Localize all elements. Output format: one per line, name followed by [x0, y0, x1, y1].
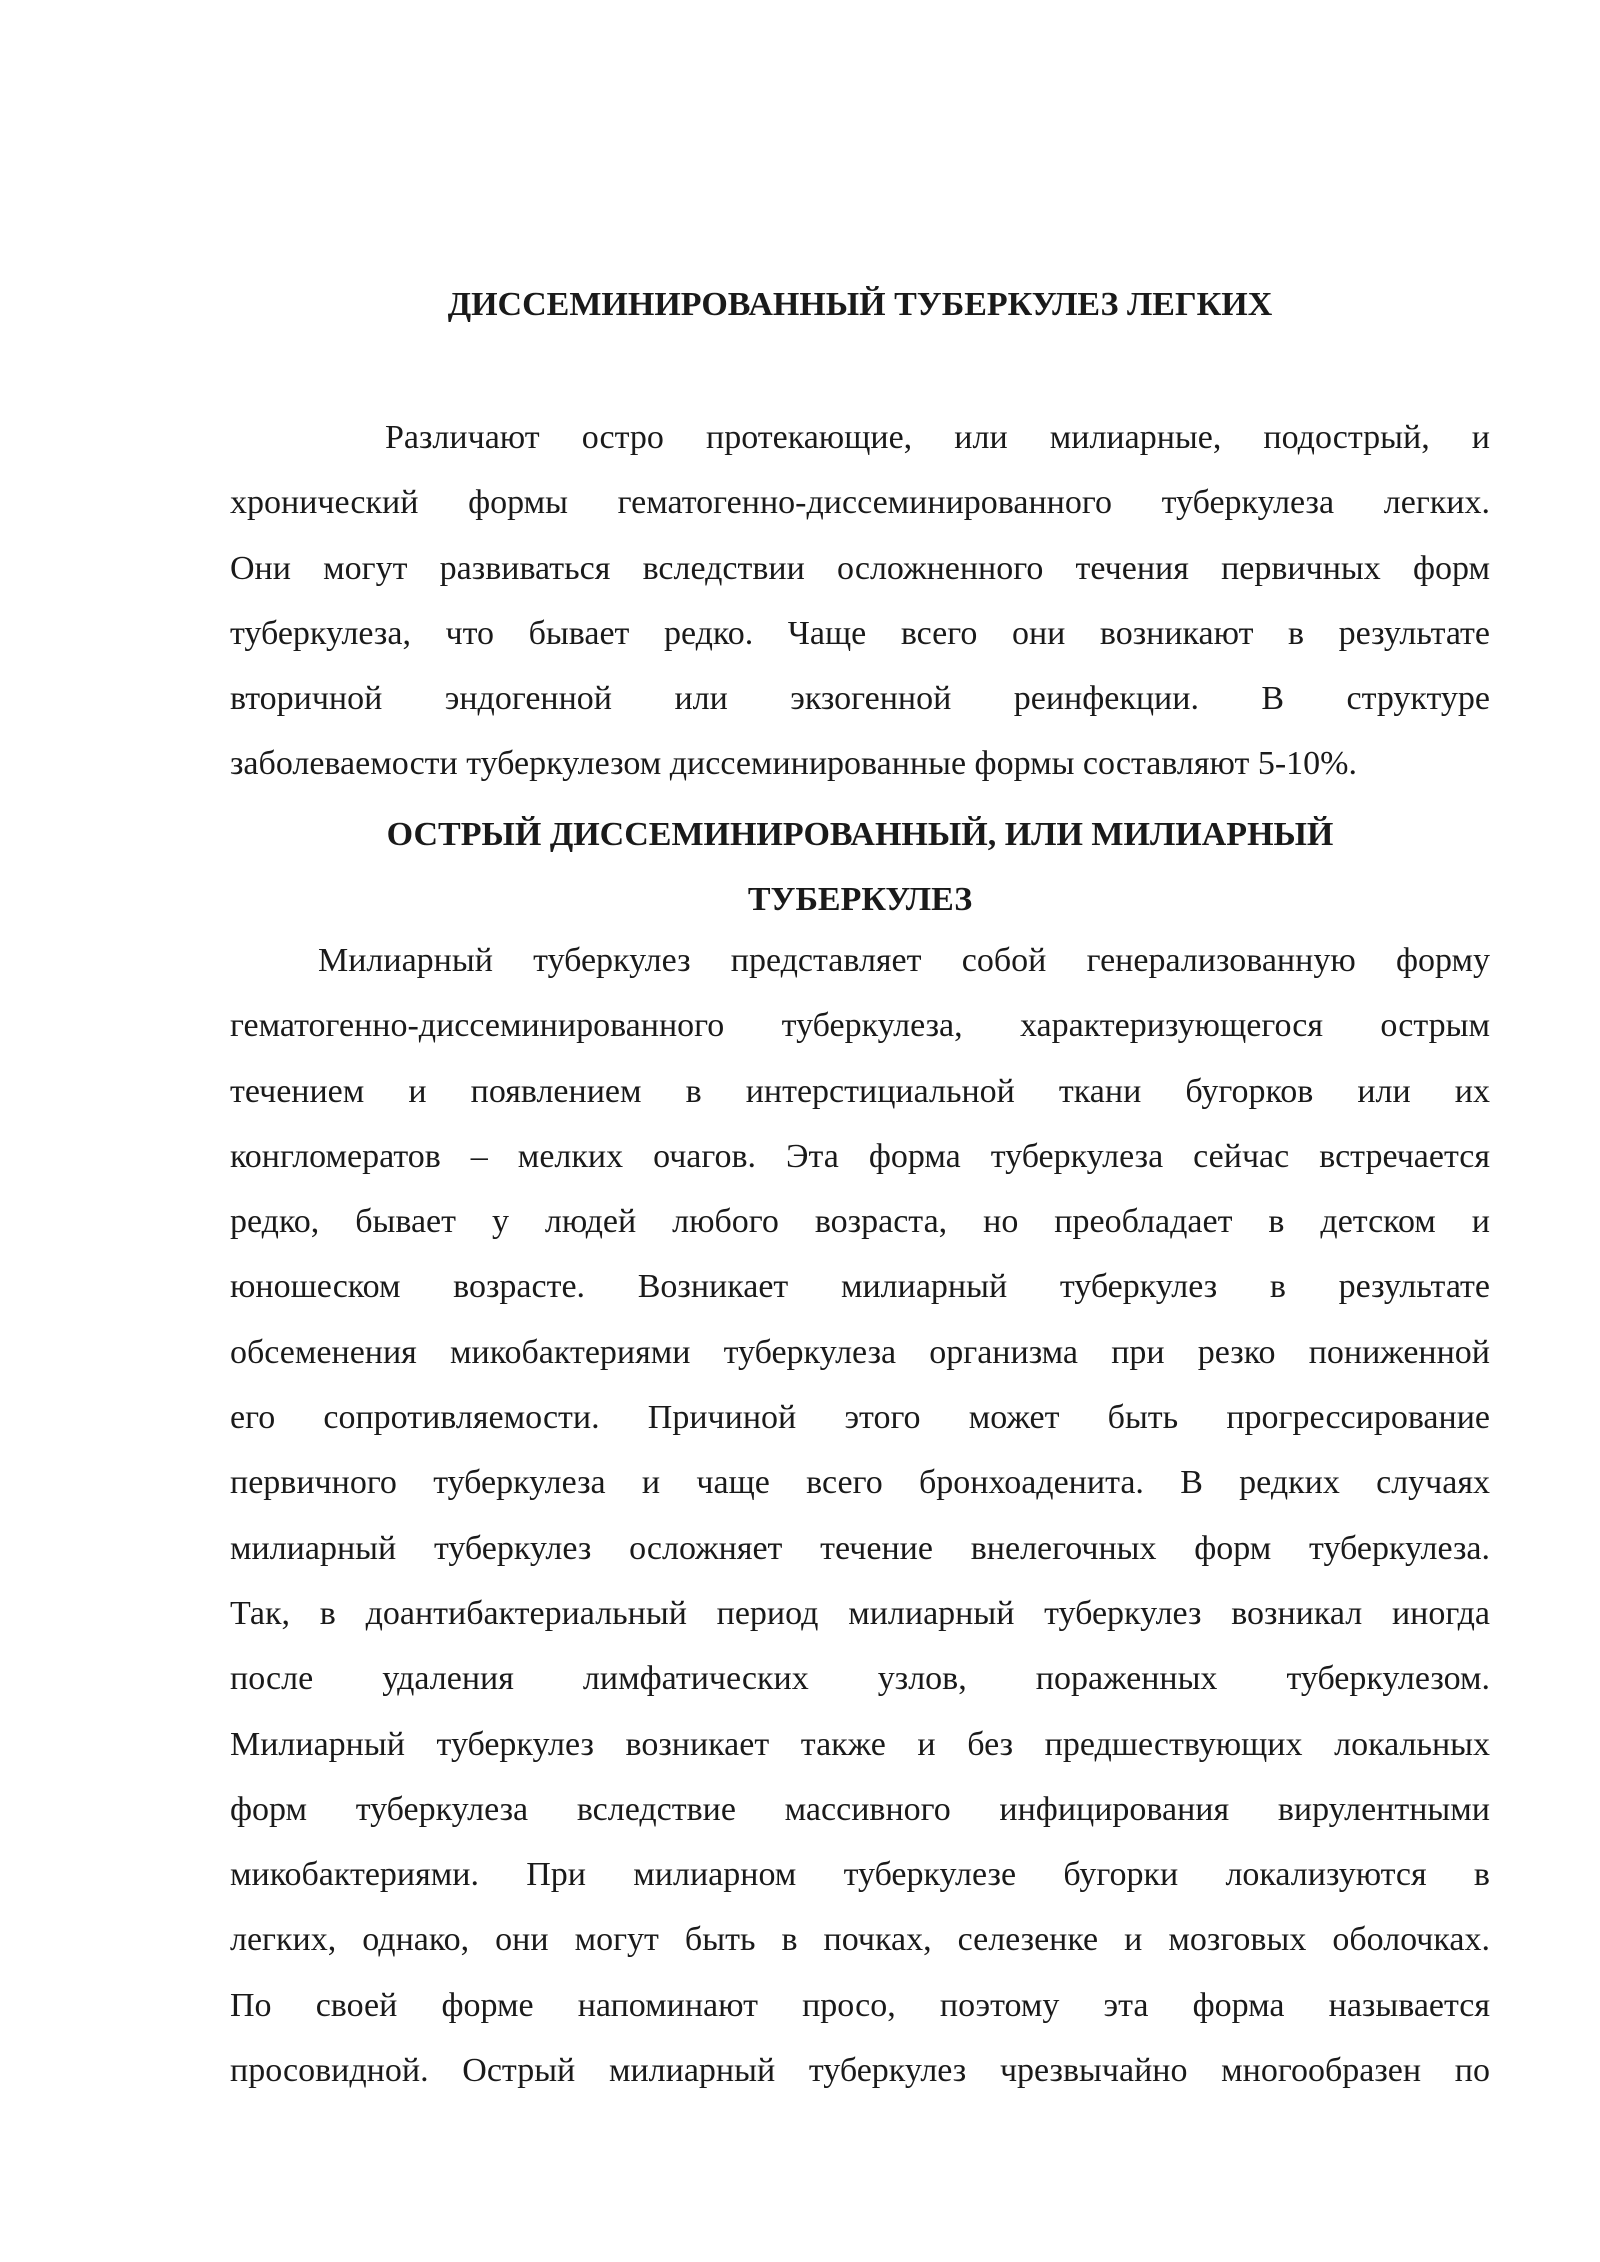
intro-line: заболеваемости туберкулезом диссеминированные формы составляют 5-10%. [230, 745, 1357, 783]
section-heading [230, 802, 1490, 932]
section-line: гематогенно-диссеминированного туберкулеза, характеризующегося острым [230, 1007, 1490, 1045]
document-title: ДИССЕМИНИРОВАННЫЙ ТУБЕРКУЛЕЗ ЛЕГКИХ [447, 286, 1273, 323]
section-heading-line: ОСТРЫЙ ДИССЕМИНИРОВАННЫЙ, ИЛИ МИЛИАРНЫЙ [386, 816, 1334, 853]
section-line: просовидной. Острый милиарный туберкулез чрезвычайно многообразен по [230, 2052, 1490, 2090]
section-line: форм туберкулеза вследствие массивного инфицирования вирулентными [230, 1790, 1490, 1828]
section-line: конгломератов – мелких очагов. Эта форма туберкулеза сейчас встречается [230, 1137, 1490, 1175]
section-line: По своей форме напоминают просо, поэтому эта форма называется [230, 1986, 1490, 2024]
section-line: Милиарный туберкулез возникает также и без предшествующих локальных [230, 1725, 1490, 1763]
section-line: обсеменения микобактериями туберкулеза организма при резко пониженной [230, 1333, 1490, 1371]
intro-line: хронический формы гематогенно-диссеминированного туберкулеза легких. [230, 484, 1490, 522]
section-paragraph [230, 928, 1490, 2103]
section-line: милиарный туберкулез осложняет течение внелегочных форм туберкулеза. [230, 1529, 1490, 1567]
section-line: микобактериями. При милиарном туберкулезе бугорки локализуются в [230, 1856, 1490, 1894]
section-line: первичного туберкулеза и чаще всего бронхоаденита. В редких случаях [230, 1464, 1490, 1502]
intro-line: вторичной эндогенной или экзогенной реинфекции. В структуре [230, 680, 1490, 718]
section-line: Так, в доантибактериальный период милиарный туберкулез возникал иногда [230, 1594, 1490, 1632]
section-line: течением и появлением в интерстициальной ткани бугорков или их [230, 1072, 1490, 1110]
section-line: легких, однако, они могут быть в почках, селезенке и мозговых оболочках. [230, 1921, 1490, 1959]
section-line: юношеском возрасте. Возникает милиарный туберкулез в результате [230, 1268, 1490, 1306]
intro-paragraph [230, 405, 1490, 797]
section-line: Милиарный туберкулез представляет собой генерализованную форму [318, 942, 1490, 979]
section-line: после удаления лимфатических узлов, пораженных туберкулезом. [230, 1660, 1490, 1698]
section-line: его сопротивляемости. Причиной этого может быть прогрессирование [230, 1399, 1490, 1437]
section-line: редко, бывает у людей любого возраста, но преобладает в детском и [230, 1203, 1490, 1241]
intro-line: Они могут развиваться вследствии осложненного течения первичных форм [230, 549, 1490, 587]
intro-line: Различают остро протекающие, или милиарные, подострый, и [385, 419, 1490, 456]
section-heading-line: ТУБЕРКУЛЕЗ [747, 881, 973, 918]
intro-line: туберкулеза, что бывает редко. Чаще всего они возникают в результате [230, 614, 1490, 652]
